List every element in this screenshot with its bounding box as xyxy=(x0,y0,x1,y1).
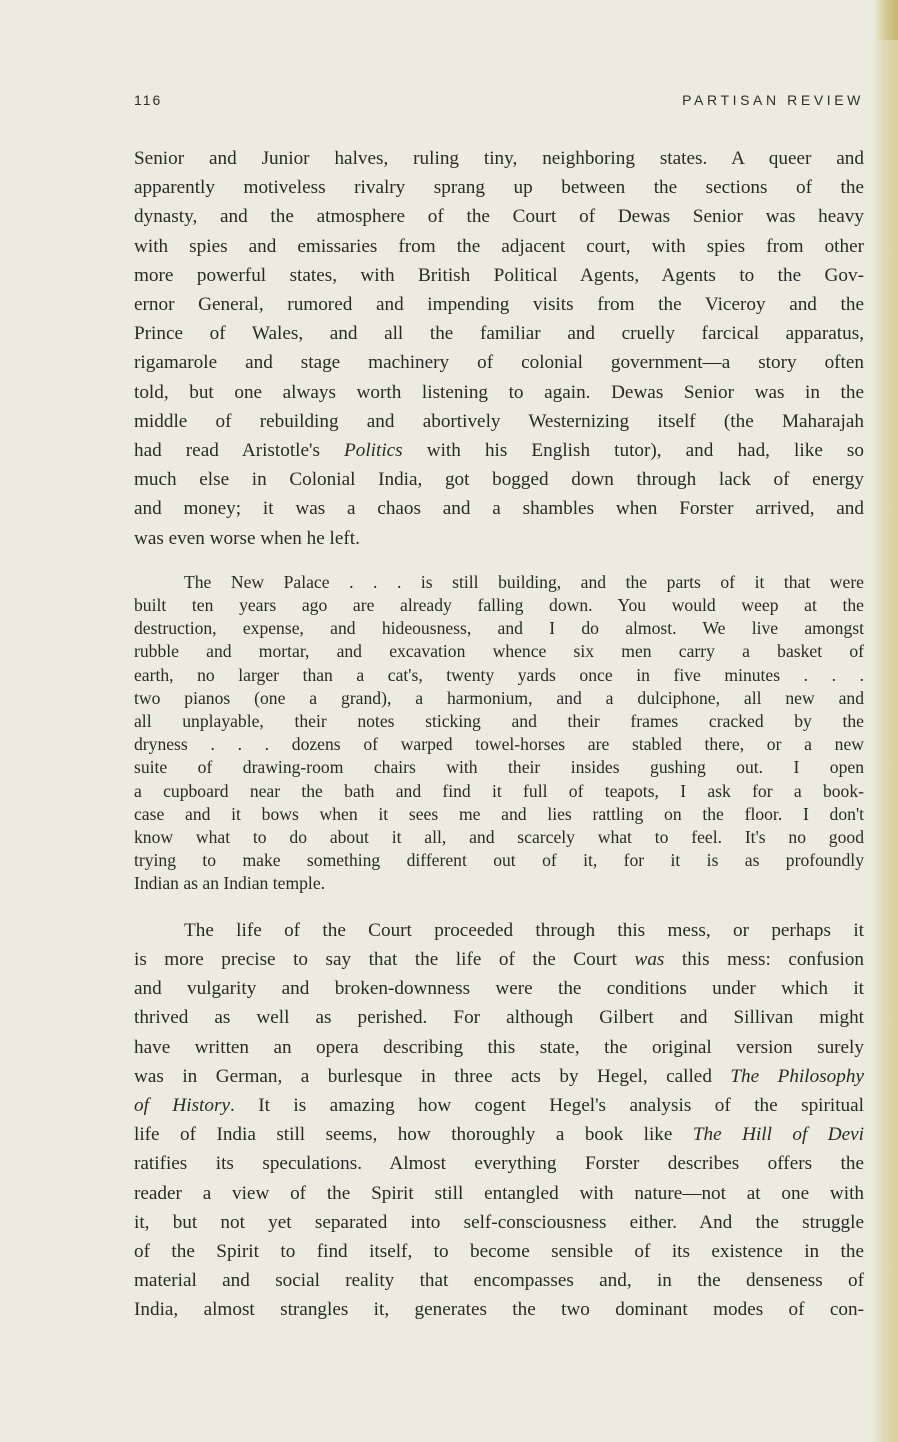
journal-title: PARTISAN REVIEW xyxy=(682,92,864,108)
text-line: was even worse when he left. xyxy=(134,527,360,549)
text-run: had read Aristotle's xyxy=(134,440,345,462)
text-line: Prince of Wales, and all the familiar and cruelly farcical apparatus, xyxy=(134,323,864,345)
quote-line: suite of drawing-room chairs with their insides gushing out. I open xyxy=(134,757,864,778)
text-line: more powerful states, with British Political Agents, Agents to the Gov- xyxy=(134,264,864,286)
text-line: it, but not yet separated into self-consciousness either. And the struggle xyxy=(134,1211,864,1233)
block-quotation xyxy=(134,571,864,896)
text-line: ratifies its speculations. Almost everything Forster describes offers the xyxy=(134,1153,864,1175)
text-line: The life of the Court proceeded through this mess, or perhaps it xyxy=(184,919,864,941)
emphasis-italic: was xyxy=(634,948,665,970)
page-edge-shadow xyxy=(872,0,898,1442)
text-line: much else in Colonial India, got bogged down through lack of energy xyxy=(134,469,864,491)
text-line: apparently motiveless rivalry sprang up between the sections of the xyxy=(134,177,864,199)
text-line: middle of rebuilding and abortively Westernizing itself (the Maharajah xyxy=(134,410,864,432)
text-line xyxy=(134,1091,864,1120)
text-run: was in German, a burlesque in three acts by Hegel, called xyxy=(134,1065,731,1087)
quote-line: earth, no larger than a cat's, twenty yards once in five minutes . . . xyxy=(134,664,864,685)
text-run: with his English tutor), and had, like so xyxy=(402,440,864,462)
text-line xyxy=(134,1120,864,1149)
book-title-italic: of History xyxy=(134,1094,230,1116)
text-line: have written an opera describing this state, the original version surely xyxy=(134,1036,864,1058)
text-run: life of India still seems, how thoroughly a book like xyxy=(134,1124,693,1146)
text-line: and money; it was a chaos and a shambles when Forster arrived, and xyxy=(134,498,864,520)
text-line: and vulgarity and broken-downness were the conditions under which it xyxy=(134,978,864,1000)
text-run: is more precise to say that the life of the Court xyxy=(134,948,635,970)
text-line: told, but one always worth listening to again. Dewas Senior was in the xyxy=(134,381,864,403)
running-head xyxy=(134,92,864,116)
text-line: material and social reality that encompasses and, in the denseness of xyxy=(134,1270,864,1292)
quote-line: two pianos (one a grand), a harmonium, and a dulciphone, all new and xyxy=(134,687,864,708)
page-edge-tab xyxy=(876,0,898,40)
text-run: . It is amazing how cogent Hegel's analysis of the spiritual xyxy=(229,1094,865,1116)
book-title-italic: Politics xyxy=(344,440,403,462)
paragraph-3 xyxy=(134,916,864,1325)
quote-line: trying to make something different out of it, for it is as profoundly xyxy=(134,850,864,871)
quote-line: rubble and mortar, and excavation whence six men carry a basket of xyxy=(134,641,864,662)
body-text xyxy=(134,144,864,1325)
quote-line: The New Palace . . . is still building, and the parts of it that were xyxy=(184,571,864,592)
quote-line: a cupboard near the bath and find it full of teapots, I ask for a book- xyxy=(134,780,864,801)
quote-line: know what to do about it all, and scarcely what to feel. It's no good xyxy=(134,827,864,848)
page-number: 116 xyxy=(134,92,163,108)
text-line: dynasty, and the atmosphere of the Court of Dewas Senior was heavy xyxy=(134,206,864,228)
text-line: ernor General, rumored and impending visits from the Viceroy and the xyxy=(134,294,864,316)
text-line: of the Spirit to find itself, to become sensible of its existence in the xyxy=(134,1240,864,1262)
text-line xyxy=(134,1062,864,1091)
text-line: reader a view of the Spirit still entangled with nature—not at one with xyxy=(134,1182,864,1204)
book-title-italic: The Hill of Devi xyxy=(692,1124,864,1146)
quote-line: dryness . . . dozens of warped towel-horses are stabled there, or a new xyxy=(134,734,864,755)
quote-line: built ten years ago are already falling down. You would weep at the xyxy=(134,595,864,616)
text-line: with spies and emissaries from the adjacent court, with spies from other xyxy=(134,235,864,257)
quote-line: destruction, expense, and hideousness, and I do almost. We live amongst xyxy=(134,618,864,639)
text-line xyxy=(134,945,864,974)
text-line: Senior and Junior halves, ruling tiny, neighboring states. A queer and xyxy=(134,148,864,169)
quote-line: Indian as an Indian temple. xyxy=(134,873,326,894)
book-title-italic: The Philosophy xyxy=(730,1065,864,1087)
text-line: rigamarole and stage machinery of colonial government—a story often xyxy=(134,352,864,374)
paragraph-1 xyxy=(134,144,864,553)
text-run: this mess: confusion xyxy=(664,948,864,970)
text-line: thrived as well as perished. For although Gilbert and Sillivan might xyxy=(134,1007,864,1029)
quote-line: all unplayable, their notes sticking and their frames cracked by the xyxy=(134,711,864,732)
text-line xyxy=(134,436,864,465)
quote-line: case and it bows when it sees me and lies rattling on the floor. I don't xyxy=(134,803,864,824)
text-line: India, almost strangles it, generates the two dominant modes of con- xyxy=(134,1299,864,1321)
